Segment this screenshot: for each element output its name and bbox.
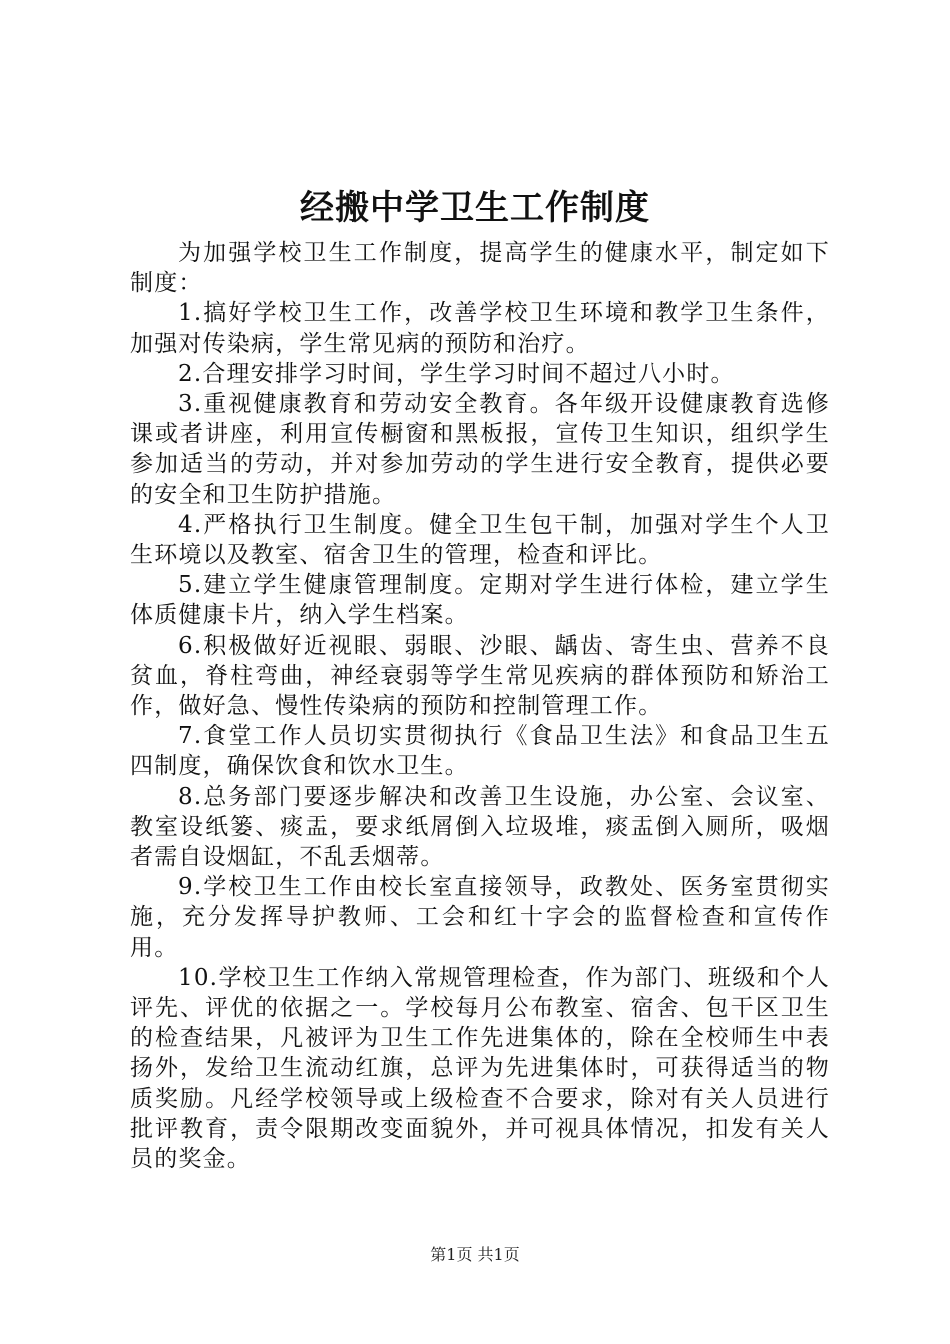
paragraph-item-4: 4.严格执行卫生制度。健全卫生包干制，加强对学生个人卫生环境以及教室、宿舍卫生的管理，检查和评比。 [130, 511, 830, 569]
paragraph-item-3: 3.重视健康教育和劳动安全教育。各年级开设健康教育选修课或者讲座，利用宣传橱窗和黑板报，宣传卫生知识，组织学生参加适当的劳动，并对参加劳动的学生进行安全教育，提供必要的安全和卫生防护措施。 [130, 391, 830, 508]
paragraph-item-9: 9.学校卫生工作由校长室直接领导，政教处、医务室贯彻实施，充分发挥导护教师、工会和红十字会的监督检查和宣传作用。 [130, 874, 830, 961]
document-body [130, 238, 830, 1174]
paragraph-item-2: 2.合理安排学习时间，学生学习时间不超过八小时。 [178, 360, 735, 387]
paragraph-item-10: 10.学校卫生工作纳入常规管理检查，作为部门、班级和个人评先、评优的依据之一。学校每月公布教室、宿舍、包干区卫生的检查结果，凡被评为卫生工作先进集体的，除在全校师生中表扬外，发给卫生流动红旗，总评为先进集体时，可获得适当的物质奖励。凡经学校领导或上级检查不合要求，除对有关人员进行批评教育，责令限期改变面貌外，并可视具体情况，扣发有关人员的奖金。 [130, 964, 830, 1173]
page-footer: 第1页 共1页 [430, 1245, 520, 1264]
paragraph-item-7: 7.食堂工作人员切实贯彻执行《食品卫生法》和食品卫生五四制度，确保饮食和饮水卫生。 [130, 723, 830, 780]
paragraph-item-6: 6.积极做好近视眼、弱眼、沙眼、龋齿、寄生虫、营养不良贫血，脊柱弯曲，神经衰弱等学生常见疾病的群体预防和矫治工作，做好急、慢性传染病的预防和控制管理工作。 [130, 632, 830, 720]
paragraph-intro: 为加强学校卫生工作制度，提高学生的健康水平，制定如下制度： [130, 240, 830, 297]
document-title: 经搬中学卫生工作制度 [300, 188, 650, 228]
paragraph-item-8: 8.总务部门要逐步解决和改善卫生设施，办公室、会议室、教室设纸篓、痰盂，要求纸屑倒入垃圾堆，痰盂倒入厕所，吸烟者需自设烟缸，不乱丢烟蒂。 [130, 783, 830, 871]
paragraph-item-1: 1.搞好学校卫生工作，改善学校卫生环境和教学卫生条件，加强对传染病，学生常见病的预防和治疗。 [130, 300, 830, 357]
paragraph-item-5: 5.建立学生健康管理制度。定期对学生进行体检，建立学生体质健康卡片，纳入学生档案。 [130, 572, 830, 629]
